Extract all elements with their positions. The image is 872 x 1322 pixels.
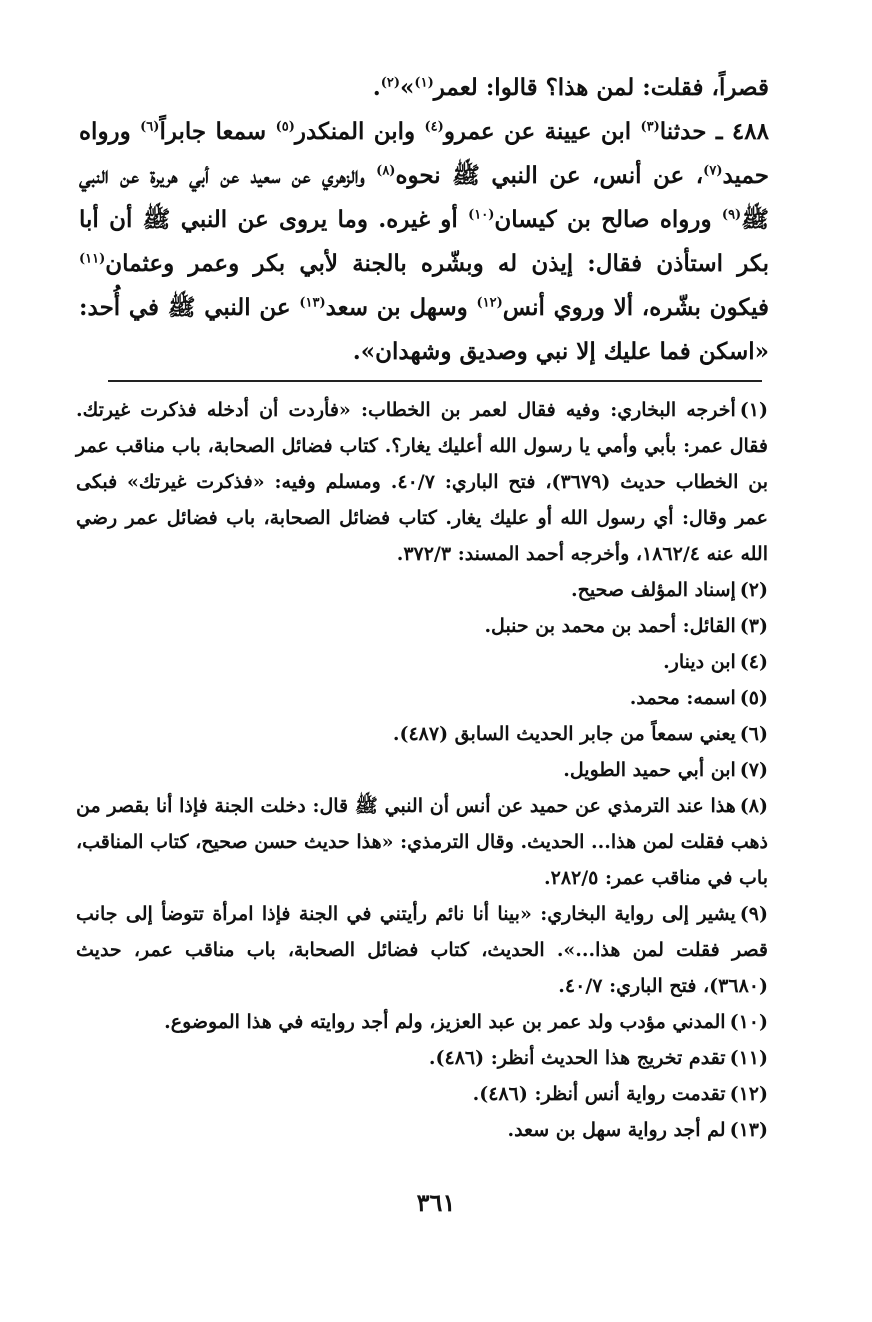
- footnote-text: تقدمت رواية أنس أنظر: (٤٨٦).: [472, 1083, 726, 1105]
- footnote-ref: (٥): [275, 119, 295, 135]
- footnote-number: (١١): [729, 1047, 768, 1069]
- footnote: [76, 608, 768, 644]
- footnote-number: (١): [739, 399, 768, 421]
- footnote-text: يشير إلى رواية البخاري: «بينا أنا نائم رأيتني في الجنة فإذا امرأة تتوضأ إلى جانب قصر فقلت لمن هذا...». الحديث، كتاب فضائل الصحابة، باب مناقب عمر، حديث (٣٦٨٠)، فتح الباري: ٤٠/٧.: [76, 903, 768, 997]
- text-segment: والزهري عن سعيد عن أبي هريرة عن النبي ﷺ: [79, 162, 769, 233]
- footnote-text: اسمه: محمد.: [629, 687, 736, 709]
- footnote-ref: (٩): [721, 207, 742, 223]
- footnotes: [76, 392, 768, 1148]
- footnote-ref: (٤): [424, 119, 444, 135]
- footnote: [76, 1112, 768, 1148]
- footnote-number: (٢): [739, 579, 768, 601]
- footnote: [76, 716, 768, 752]
- footnote-ref: (٢): [380, 75, 401, 91]
- footnote: [76, 752, 768, 788]
- footnote-text: أخرجه البخاري: وفيه فقال لعمر بن الخطاب: «فأردت أن أدخله فذكرت غيرتك. فقال عمر: بأبي وأمي يا رسول الله أعليك يغار؟. كتاب فضائل الصحابة، باب مناقب عمر بن الخطاب حديث (٣٦٧٩)، فتح الباري: ٤٠/٧. ومسلم وفيه: «فذكرت غيرتك» فبكى عمر وقال: أي رسول الله أو عليك يغار. كتاب فضائل الصحابة، باب فضائل عمر رضي الله عنه ١٨٦٢/٤، وأخرجه أحمد المسند: ٣٧٢/٣.: [76, 399, 769, 565]
- footnote: [76, 572, 768, 608]
- footnote-text: يعني سمعاً من جابر الحديث السابق (٤٨٧).: [392, 723, 736, 745]
- footnote-ref: (١٢): [476, 295, 503, 311]
- footnote-text: تقدم تخريج هذا الحديث أنظر: (٤٨٦).: [428, 1047, 726, 1069]
- footnote-ref: (١): [414, 75, 434, 91]
- footnote-ref: (١٠): [468, 207, 495, 223]
- hadith-paragraph: [79, 110, 769, 374]
- footnote-ref: (٣): [640, 119, 660, 135]
- footnote-number: (٣): [739, 615, 768, 637]
- footnote: [76, 896, 768, 1004]
- text-segment: أو غيره. وما يروى عن النبي ﷺ أن أبا بكر استأذن فقال: إيذن له وبشّره بالجنة لأبي بكر وعمر وعثمان: [79, 206, 769, 277]
- footnote-text: القائل: أحمد بن محمد بن حنبل.: [484, 615, 736, 637]
- continuation-line: [79, 66, 769, 110]
- footnote-number: (٨): [739, 795, 768, 817]
- footnote-number: (١٢): [729, 1083, 768, 1105]
- text-segment: وابن المنكدر: [294, 118, 425, 145]
- footnote-ref: (١١): [79, 251, 106, 267]
- footnote-ref: (١٣): [299, 295, 326, 311]
- footnote: [76, 788, 768, 896]
- footnote-text: ابن أبي حميد الطويل.: [563, 759, 736, 781]
- footnote: [76, 1076, 768, 1112]
- footnote-ref: (٧): [703, 163, 723, 179]
- text-segment: حدثنا: [659, 118, 716, 145]
- main-text: [79, 66, 769, 374]
- text-segment: ، عن أنس، عن النبي ﷺ نحوه: [395, 162, 704, 189]
- text-segment: ورواه حميد: [79, 118, 769, 189]
- footnote-text: هذا عند الترمذي عن حميد عن أنس أن النبي ﷺ قال: دخلت الجنة فإذا أنا بقصر من ذهب فقلت لمن هذا... الحديث. وقال الترمذي: «هذا حديث حسن صحيح، كتاب المناقب، باب في مناقب عمر: ٢٨٢/٥.: [76, 795, 768, 889]
- page-number: ٣٦١: [416, 1188, 456, 1217]
- text-segment: فيكون بشّره، ألا وروي أنس: [502, 294, 769, 321]
- footnote: [76, 1040, 768, 1076]
- footnote-number: (٥): [739, 687, 768, 709]
- footnote-number: (١٠): [729, 1011, 768, 1033]
- text-segment: عن النبي ﷺ في أُحد: «اسكن فما عليك إلا نبي وصديق وشهدان».: [79, 294, 769, 365]
- footnote-ref: (٦): [140, 119, 160, 135]
- footnote-number: (٤): [739, 651, 768, 673]
- text-segment: سمعا جابراً: [159, 118, 276, 145]
- footnote: [76, 392, 768, 572]
- footnote-number: (٩): [739, 903, 768, 925]
- footnote-number: (١٣): [729, 1119, 768, 1141]
- footnote-ref: (٨): [376, 163, 396, 179]
- text-segment: قصراً، فقلت: لمن هذا؟ قالوا: لعمر: [433, 74, 769, 101]
- footnote-text: المدني مؤدب ولد عمر بن عبد العزيز، ولم أجد روايته في هذا الموضوع.: [164, 1011, 726, 1033]
- footnote-number: (٧): [739, 759, 768, 781]
- footnote-text: ابن دينار.: [663, 651, 736, 673]
- text-segment: وسهل بن سعد: [325, 294, 477, 321]
- footnote: [76, 1004, 768, 1040]
- footnote: [76, 644, 768, 680]
- text-segment: ابن عيينة عن عمرو: [443, 118, 641, 145]
- text-segment: ورواه صالح بن كيسان: [494, 206, 722, 233]
- footnote-divider: [108, 380, 762, 382]
- footnote-text: لم أجد رواية سهل بن سعد.: [507, 1119, 726, 1141]
- footnote: [76, 680, 768, 716]
- text-segment: »: [400, 74, 415, 101]
- footnote-number: (٦): [739, 723, 768, 745]
- footnote-text: إسناد المؤلف صحيح.: [571, 579, 736, 601]
- text-segment: .: [372, 74, 381, 101]
- hadith-number: ٤٨٨ ـ: [715, 118, 769, 145]
